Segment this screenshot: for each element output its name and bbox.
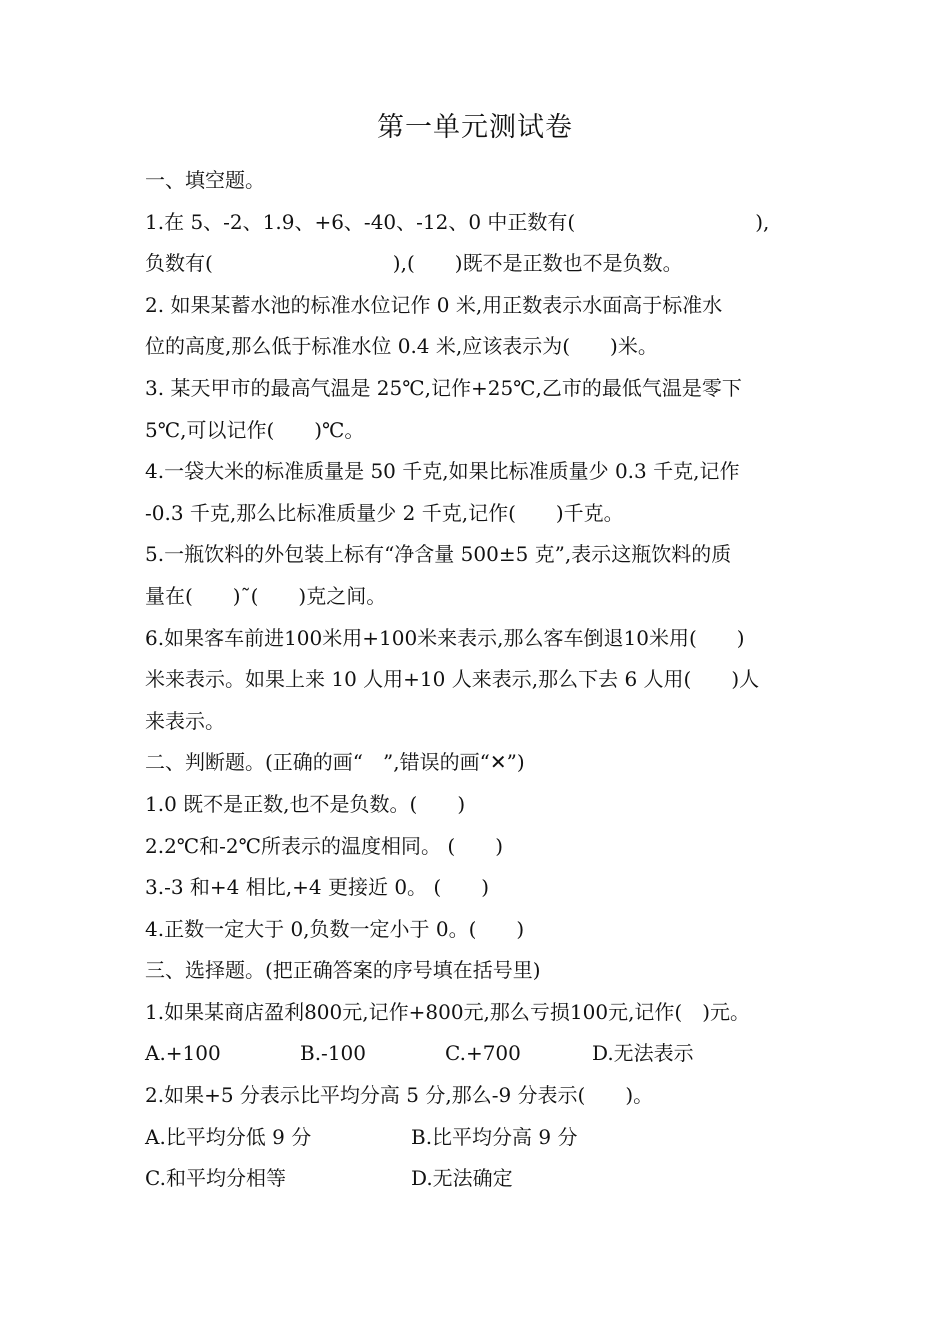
question-line: 2. 如果某蓄水池的标准水位记作 0 米,用正数表示水面高于标准水 xyxy=(145,292,723,317)
option-row xyxy=(145,1033,815,1075)
question-line: 3.-3 和+4 相比,+4 更接近 0。 ( ) xyxy=(145,875,490,900)
option-row xyxy=(145,1158,815,1200)
question-line: 4.一袋大米的标准质量是 50 千克,如果比标准质量少 0.3 千克,记作 xyxy=(145,459,740,484)
option-a: A.比平均分低 9 分 xyxy=(145,1124,312,1149)
question-line: 1.在 5、-2、1.9、+6、-40、-12、0 中正数有( ), xyxy=(145,209,770,234)
exam-content xyxy=(145,160,815,1200)
option-d: D.无法表示 xyxy=(592,1041,694,1066)
question-line: 6.如果客车前进100米用+100米来表示,那么客车倒退10米用( ) xyxy=(145,625,745,650)
option-b: B.-100 xyxy=(300,1041,366,1066)
option-d: D.无法确定 xyxy=(411,1166,513,1191)
option-c: C.和平均分相等 xyxy=(145,1166,286,1191)
question-line: 位的高度,那么低于标准水位 0.4 米,应该表示为( )米。 xyxy=(145,334,658,359)
page-title: 第一单元测试卷 xyxy=(377,112,573,143)
question-stem: 1.如果某商店盈利800元,记作+800元,那么亏损100元,记作( )元。 xyxy=(145,999,751,1024)
section-heading-true-false: 二、判断题。(正确的画“ ”,错误的画“✕”) xyxy=(145,750,525,775)
question-stem: 2.如果+5 分表示比平均分高 5 分,那么-9 分表示( )。 xyxy=(145,1083,654,1108)
question-line: 来表示。 xyxy=(145,708,225,733)
question-line: 量在( )˜( )克之间。 xyxy=(145,583,387,608)
question-line: 3. 某天甲市的最高气温是 25℃,记作+25℃,乙市的最低气温是零下 xyxy=(145,375,742,400)
question-line: 5℃,可以记作( )℃。 xyxy=(145,417,365,442)
question-line: 负数有( ),( )既不是正数也不是负数。 xyxy=(145,251,683,276)
option-a: A.+100 xyxy=(145,1041,221,1066)
question-line: 1.0 既不是正数,也不是负数。( ) xyxy=(145,791,466,816)
section-heading-multiple-choice: 三、选择题。(把正确答案的序号填在括号里) xyxy=(145,958,541,983)
option-row xyxy=(145,1117,815,1159)
question-line: 2.2℃和-2℃所表示的温度相同。 ( ) xyxy=(145,833,503,858)
question-line: 米来表示。如果上来 10 人用+10 人来表示,那么下去 6 人用( )人 xyxy=(145,667,760,692)
section-heading-fill-blank: 一、填空题。 xyxy=(145,168,265,192)
question-line: 5.一瓶饮料的外包装上标有“净含量 500±5 克”,表示这瓶饮料的质 xyxy=(145,542,732,567)
option-c: C.+700 xyxy=(445,1041,521,1066)
option-b: B.比平均分高 9 分 xyxy=(411,1124,578,1149)
question-line: -0.3 千克,那么比标准质量少 2 千克,记作( )千克。 xyxy=(145,500,624,525)
question-line: 4.正数一定大于 0,负数一定小于 0。( ) xyxy=(145,916,525,941)
